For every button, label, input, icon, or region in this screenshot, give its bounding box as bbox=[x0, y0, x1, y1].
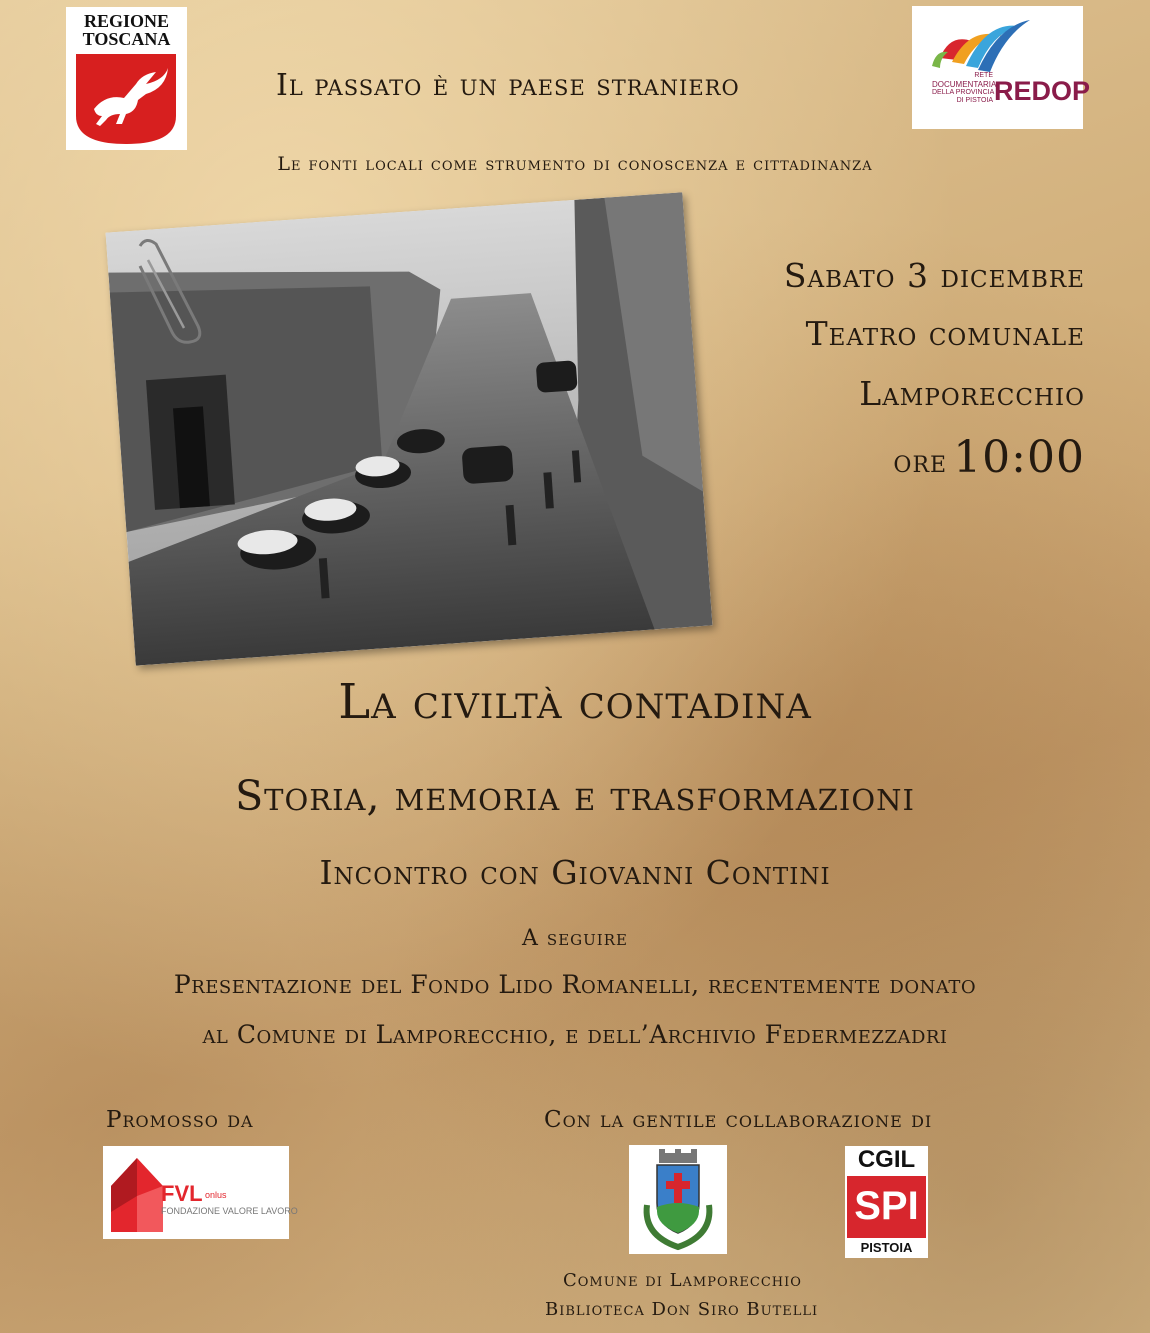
regione-toscana-line1: REGIONE bbox=[83, 11, 170, 31]
spi-text: SPI bbox=[854, 1184, 919, 1228]
fvl-name: FVL bbox=[161, 1181, 203, 1206]
redop-documentaria: DOCUMENTARIA bbox=[932, 80, 997, 89]
redop-provincia: DELLA PROVINCIA bbox=[932, 89, 995, 96]
paperclip-icon bbox=[128, 236, 208, 346]
speaker: Incontro con Giovanni Contini bbox=[319, 853, 831, 892]
presentation-line2: al Comune di Lamporecchio, e dell’Archivio Federmezzadri bbox=[202, 1020, 948, 1049]
redop-rete: RETE bbox=[974, 72, 993, 79]
comune-crest-logo bbox=[629, 1145, 727, 1254]
fvl-logo bbox=[103, 1146, 298, 1239]
regione-toscana-line2: TOSCANA bbox=[82, 29, 171, 49]
presentation-line1: Presentazione del Fondo Lido Romanelli, recentemente donato bbox=[173, 970, 977, 999]
fvl-house-icon bbox=[107, 1152, 167, 1234]
cgil-text: CGIL bbox=[857, 1146, 916, 1173]
comune-label: Comune di Lamporecchio bbox=[563, 1270, 802, 1291]
cgil-pistoia-text: PISTOIA bbox=[860, 1240, 913, 1255]
event-time-label: ore bbox=[893, 444, 948, 480]
header-title: Il passato è un paese straniero bbox=[276, 68, 740, 103]
main-title: La civiltà contadina bbox=[338, 674, 812, 730]
event-time: 10:00 bbox=[953, 432, 1085, 483]
fvl-tagline: FONDAZIONE VALORE LAVORO bbox=[161, 1206, 298, 1216]
comune-crest-icon bbox=[629, 1145, 727, 1254]
collaboration-label: Con la gentile collaborazione di bbox=[544, 1107, 933, 1133]
main-subtitle: Storia, memoria e trasformazioni bbox=[235, 772, 915, 820]
redop-pistoia: DI PISTOIA bbox=[956, 97, 993, 104]
biblioteca-label: Biblioteca Don Siro Butelli bbox=[545, 1299, 819, 1320]
follow-label: A seguire bbox=[522, 926, 628, 951]
pegasus-icon bbox=[76, 54, 176, 144]
event-date: Sabato 3 dicembre bbox=[783, 256, 1085, 295]
header-subtitle: Le fonti locali come strumento di conoscenza e cittadinanza bbox=[277, 153, 873, 175]
redop-logo bbox=[912, 6, 1091, 129]
event-time-line bbox=[893, 430, 1085, 495]
fvl-onlus: onlus bbox=[205, 1190, 227, 1200]
cgil-spi-logo bbox=[845, 1146, 928, 1258]
redop-swoosh-icon bbox=[912, 6, 1083, 129]
redop-name: REDOP bbox=[994, 76, 1091, 106]
regione-toscana-logo bbox=[66, 7, 187, 150]
promoted-by-label: Promosso da bbox=[106, 1107, 254, 1133]
event-venue: Teatro comunale bbox=[805, 314, 1085, 353]
event-town: Lamporecchio bbox=[859, 374, 1085, 413]
